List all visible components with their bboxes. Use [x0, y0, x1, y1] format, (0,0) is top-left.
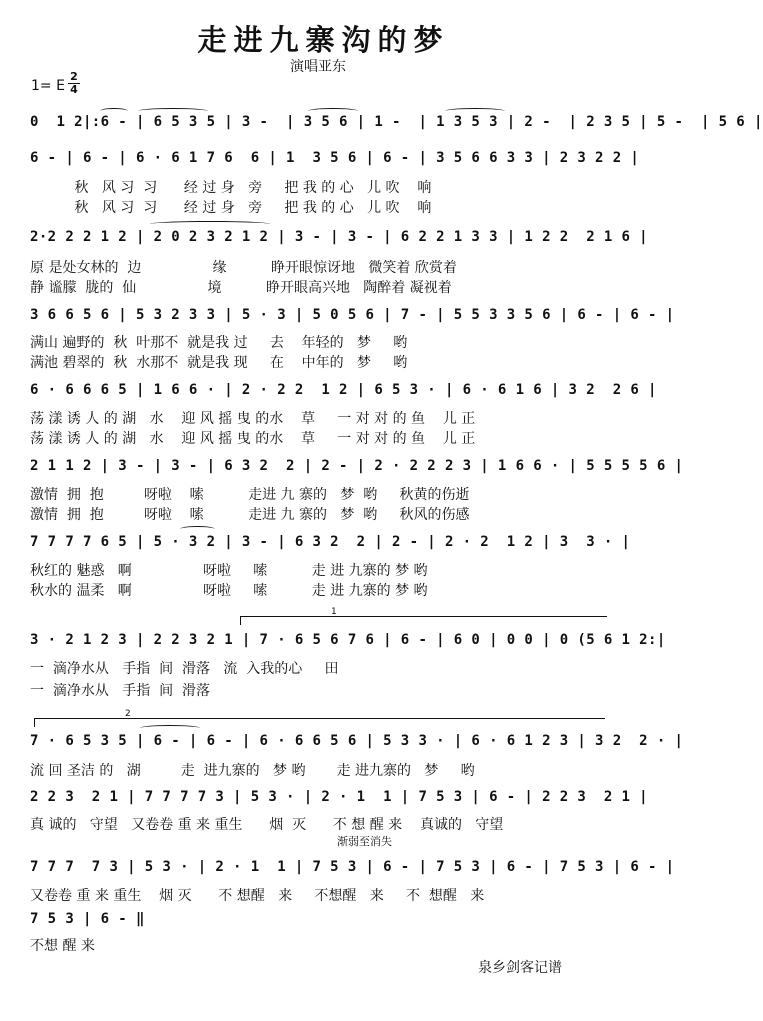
- slur-mark: [138, 108, 208, 114]
- notation-line-12: 7 5 3 | 6 - ‖: [30, 911, 145, 927]
- lyric-line-12: 不想 醒 来: [30, 938, 95, 954]
- lyric-line-5-verse-2: 荡 漾 诱 人 的 湖 水 迎 风 摇 曳 的水 草 一 对 对 的 鱼 儿 正: [30, 431, 476, 447]
- lyric-line-4-verse-2: 满池 碧翠的 秋 水那不 就是我 现 在 中年的 梦 哟: [30, 355, 408, 371]
- lyric-line-8-verse-1: 一 滴净水从 手指 间 滑落 流 入我的心 田: [30, 661, 339, 677]
- second-ending-bracket: [34, 709, 605, 727]
- slur-mark: [100, 108, 128, 114]
- slur-mark: [180, 526, 215, 532]
- time-signature: [68, 72, 80, 95]
- transcriber-credit: 泉乡剑客记谱: [478, 960, 562, 976]
- lyric-line-2-verse-1: 秋 风 习 习 经 过 身 旁 把 我 的 心 儿 吹 响: [30, 180, 432, 196]
- notation-line-9: 7 · 6 5 3 5 | 6 - | 6 - | 6 · 6 6 5 6 | 5 3 3 · | 6 · 6 1 2 3 | 3 2 2 · |: [30, 733, 684, 749]
- lyric-line-3-verse-1: 原 是处女林的 边 缘 睁开眼惊讶地 微笑着 欣赏着: [30, 260, 457, 276]
- meter-top: 2: [70, 70, 78, 83]
- lyric-line-4-verse-1: 满山 遍野的 秋 叶那不 就是我 过 去 年轻的 梦 哟: [30, 335, 408, 351]
- slur-mark: [308, 108, 358, 114]
- first-ending-number: 1: [331, 607, 337, 617]
- second-ending-number: 2: [125, 709, 131, 719]
- notation-line-11: 7 7 7 7 3 | 5 3 · | 2 · 1 1 | 7 5 3 | 6 - | 7 5 3 | 6 - | 7 5 3 | 6 - |: [30, 859, 675, 875]
- lyric-line-7-verse-1: 秋红的 魅惑 啊 呀啦 嗦 走 进 九寨的 梦 哟: [30, 563, 428, 579]
- slur-mark: [150, 221, 270, 227]
- song-title: 走进九寨沟的梦: [197, 23, 450, 57]
- notation-line-8: 3 · 2 1 2 3 | 2 2 3 2 1 | 7 · 6 5 6 7 6 | 6 - | 6 0 | 0 0 | 0 (5 6 1 2:|: [30, 632, 666, 648]
- notation-line-6: 2 1 1 2 | 3 - | 3 - | 6 3 2 2 | 2 - | 2 · 2 2 2 3 | 1 6 6 · | 5 5 5 5 6 |: [30, 458, 684, 474]
- lyric-line-10: 真 诚的 守望 又卷卷 重 来 重生 烟 灭 不 想 醒 来 真诚的 守望: [30, 817, 504, 833]
- lyric-line-9: 流 回 圣洁 的 湖 走 进九寨的 梦 哟 走 进九寨的 梦 哟: [30, 763, 475, 779]
- lyric-line-2-verse-2: 秋 风 习 习 经 过 身 旁 把 我 的 心 儿 吹 响: [30, 200, 432, 216]
- notation-line-5: 6 · 6 6 6 5 | 1 6 6 · | 2 · 2 2 1 2 | 6 5 3 · | 6 · 6 1 6 | 3 2 2 6 |: [30, 382, 657, 398]
- notation-line-7: 7 7 7 7 6 5 | 5 · 3 2 | 3 - | 6 3 2 2 | 2 - | 2 · 2 1 2 | 3 3 · |: [30, 534, 631, 550]
- notation-line-4: 3 6 6 5 6 | 5 3 2 3 3 | 5 · 3 | 5 0 5 6 | 7 - | 5 5 3 3 5 6 | 6 - | 6 - |: [30, 307, 675, 323]
- notation-line-2: 6 - | 6 - | 6 · 6 1 7 6 6 | 1 3 5 6 | 6 - | 3 5 6 6 3 3 | 2 3 2 2 |: [30, 150, 640, 166]
- lyric-line-5-verse-1: 荡 漾 诱 人 的 湖 水 迎 风 摇 曳 的水 草 一 对 对 的 鱼 儿 正: [30, 411, 476, 427]
- notation-line-10: 2 2 3 2 1 | 7 7 7 7 3 | 5 3 · | 2 · 1 1 | 7 5 3 | 6 - | 2 2 3 2 1 |: [30, 789, 649, 805]
- slur-mark: [445, 108, 505, 114]
- lyric-line-11: 又卷卷 重 来 重生 烟 灭 不 想醒 来 不想醒 来 不 想醒 来: [30, 888, 485, 904]
- lyric-line-6-verse-1: 激情 拥 抱 呀啦 嗦 走进 九 寨的 梦 哟 秋黄的伤逝: [30, 487, 470, 503]
- lyric-line-6-verse-2: 激情 拥 抱 呀啦 嗦 走进 九 寨的 梦 哟 秋风的伤感: [30, 507, 470, 523]
- singer-credit: 演唱亚东: [290, 59, 346, 75]
- lyric-line-7-verse-2: 秋水的 温柔 啊 呀啦 嗦 走 进 九寨的 梦 哟: [30, 583, 428, 599]
- lyric-line-8-verse-2: 一 滴净水从 手指 间 滑落: [30, 683, 211, 699]
- first-ending-bracket: [240, 607, 607, 625]
- dynamics-marking: 渐弱至消失: [337, 835, 392, 848]
- notation-line-1: 0 1 2|:6 - | 6 5 3 5 | 3 - | 3 5 6 | 1 - | 1 3 5 3 | 2 - | 2 3 5 | 5 - | 5 6 |: [30, 114, 763, 130]
- slur-mark: [140, 725, 200, 731]
- meter-bottom: 4: [70, 83, 78, 96]
- key-signature: 1= E: [31, 78, 65, 94]
- lyric-line-3-verse-2: 静 谧朦 胧的 仙 境 睁开眼高兴地 陶醉着 凝视着: [30, 280, 452, 296]
- notation-line-3: 2·2 2 2 1 2 | 2 0 2 3 2 1 2 | 3 - | 3 - | 6 2 2 1 3 3 | 1 2 2 2 1 6 |: [30, 229, 649, 245]
